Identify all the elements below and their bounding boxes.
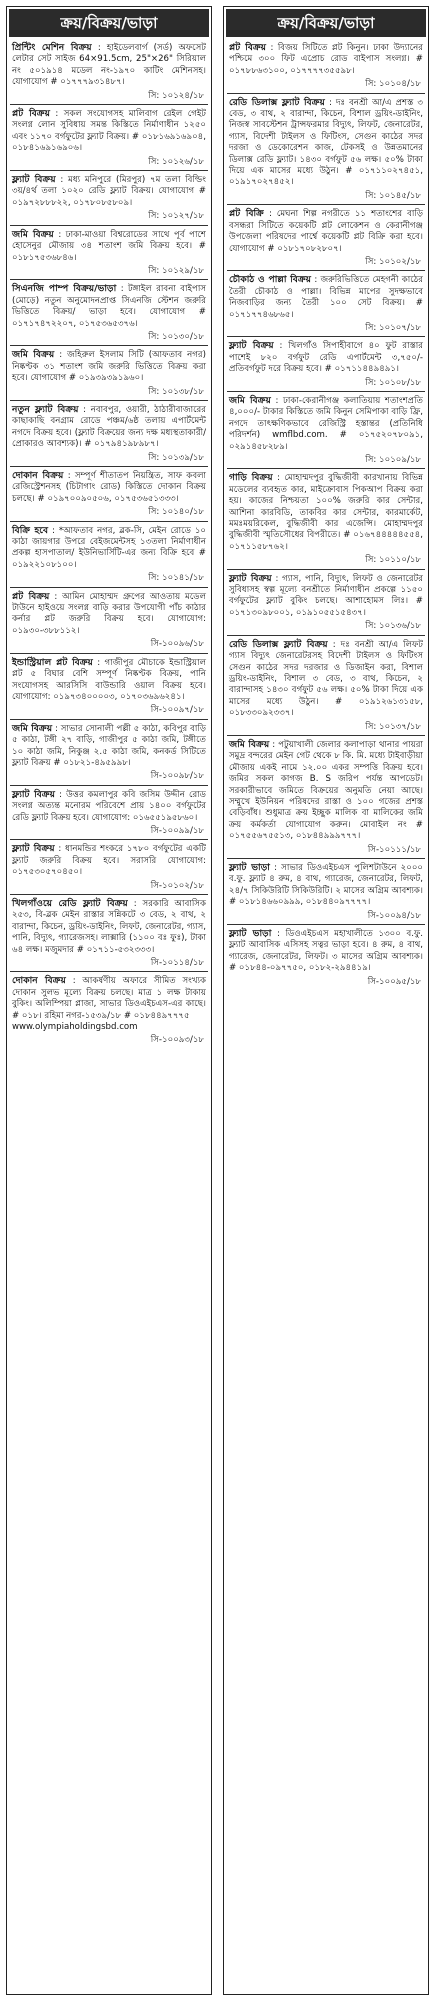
ad-body: : *আফতাব নগর, ব্লক-সি, মেইন রোডে ১০ কাঠা জায়গার উপরে বেইজমেন্টসহ ১৩তলা নির্মাণাধীন প্রকল্প হাসপাতাল/ ইউনিভার্সিটি-এর জন্য বিক্রি হবে # ০১৯২২১০৮১০০। xyxy=(12,525,206,570)
ad-title: খিলগাঁওয়ে রেডি ফ্ল্যাট বিক্রয় xyxy=(12,898,128,909)
ad-body: : ডিওএইচএস মহাখালীতে ১৩০০ ব.ফু. ফ্ল্যাট আবাসিক এসিসহ সত্বর ভাড়া হবে। ৪ রুম, ৪ বাথ, গ্যারেজ, জেনারেটর, লিফট। ৩ মাসের অগ্রিম আবশ্যক। # ০১৮৪৪-০৯৭৭৫০, ০১৮২-২৯৪৪১৯। xyxy=(229,929,423,974)
classified-ad xyxy=(7,972,211,1048)
ad-reference-code: সি: ১০১২৬/১৮ xyxy=(148,156,204,167)
ad-reference-code: সি: ১০১৩৭/১৮ xyxy=(365,721,421,732)
classified-ad xyxy=(7,226,211,280)
classified-ad xyxy=(7,401,211,466)
ad-title: সিএনজি পাম্প বিক্রয়/ভাড়া xyxy=(12,283,117,295)
ad-title: জমি বিক্রয় xyxy=(12,228,54,240)
ad-title: প্লট বিক্রয় xyxy=(12,108,50,120)
ad-body: : পটুয়াখালী জেলার কলাপাড়া থানার পায়রা সমুদ্র বন্দরের মেইন গেট থেকে ৮ কি. মি. মধ্যে টাইবাড়ীয়া মৌজায় একই নামে ১২.০০ একর সম্পত্তি বিক্রয় হবে। জমির সকল কাগজ B. S জরিপ পর্যন্ত আপডেট। সরকারীভাবে জমিতে বিক্রয়ের অনুমতি নেয়া আছে। সম্মুখে ইউনিয়ন পরিষদের রাস্তা ও ১০০ গজের প্রশস্ত বেড়িবাঁধ। শুধুমাত্র ক্রয় ইচ্ছুক মালিক বা মালিকের জমি ক্রয় কর্মকর্তা যোগাযোগ করুন। মোবাইল নং # ০১৭৫৫৬৭৫৫১৩, ০১৮৪৪৯৯৯৭৭৭। xyxy=(229,739,423,842)
classified-ad xyxy=(7,39,211,104)
classified-ad xyxy=(7,654,211,719)
ad-body: : আকর্ষণীয় অফারে সীমিত সংখ্যক দোকান সুলভ মূল্যে বিক্রয় চলছে। মাত্র ১ লক্ষ টাকায় বুকিং। অলিম্পিয়া প্লাজা, সাভার ডিওএইচএস-এর কাছে। # ০১৮। রহিমা নগর-১৫৩৯/১৮ # ০১৮৪৪৯৭৭৭৫ xyxy=(12,976,206,1021)
ad-reference-code: সি-১০০৯৮/১৮ xyxy=(150,771,204,782)
ad-reference-code: সি: ১০১১০/১৮ xyxy=(365,555,421,566)
ad-title: প্লট বিক্রি xyxy=(229,208,264,220)
ad-reference-code: সি: ১০১০৭/১৮ xyxy=(365,322,421,333)
classified-ad xyxy=(7,522,211,587)
ad-body: : আমিন মোহাম্মদ গ্রুপের আওতায় মডেল টাউনে হাইওয়ে সংলগ্ন বাড়ি করার উপযোগী পাঁচ কাঠার কর্নার প্লট জরুরি বিক্রয় হবে। যোগাযোগ: ০১৯৩০-৩৮৮১১২। xyxy=(12,591,206,636)
ad-reference-code: সি: ১০১৪৫/১৮ xyxy=(365,190,421,201)
ad-body: : বিজয় সিটিতে প্লট কিনুন। ঢাকা উদ্যানের পশ্চিমে ৩০০ ফিট এপ্রোচ রোড বাইপাস সংলগ্ন। # ০১৭৮৮৬৩১০০, ০১৭৭৭৭৩৫৫৯৮। xyxy=(229,43,423,76)
ad-title: ইন্ডাস্ট্রিয়াল প্লট বিক্রয় xyxy=(12,656,93,668)
ad-body: : ঢাকা-মাওয়া বিশ্বরোডের সাথে পূর্ব পাশে হোসেনুর মৌজায় ৩৪ শতাংশ জমি বিক্রয় হবে। # ০১৮১৭৫৩৬৮৪৬। xyxy=(12,229,206,263)
ad-reference-code: সি-১০০৯৩/১৮ xyxy=(150,1035,204,1046)
ad-reference-code: সি-১০১০২/১৮ xyxy=(150,880,204,891)
ad-title: ফ্ল্যাট বিক্রয় xyxy=(12,174,56,186)
ad-reference-code: সি-১০০৯৯/১৮ xyxy=(150,825,204,836)
ad-title: দোকান বিক্রয় xyxy=(12,975,66,987)
ad-reference-code: সি: ১০১৩৬/১৮ xyxy=(365,621,421,632)
ad-body: : সরকারি আবাসিক ২৫৩, বি-ব্লক মেইন রাস্তার সন্নিকটে ৩ বেড, ২ বাথ, ২ বারান্দা, কিচেন, ড্রয়িং-ডাইনিং, লিফট, জেনারেটর, গ্যাস, পানি, বিদ্যুৎ, গ্যারেজসহ। লাক্সারি (১১০০ বঃ ফুঃ), টাকা ৬৪ লক্ষ। মজুমদার # ০১৭১১-৫৩২৩৩৩। xyxy=(12,899,206,955)
ad-reference-code: সি: ১০১০২/১৮ xyxy=(365,256,421,267)
right-column xyxy=(223,6,429,1995)
ad-reference-code: সি-১০১১১/১৮ xyxy=(367,844,421,855)
ad-reference-code: সি: ১০১২৪/১৮ xyxy=(148,90,204,101)
ad-title: গাড়ি বিক্রয় xyxy=(229,472,273,484)
classified-ad xyxy=(224,94,428,205)
ad-body: : উত্তর কমলাপুর কবি জসিম উদ্দীন রোড সংলগ্ন অত্যন্ত মনোরম পরিবেশে প্রায় ১৪০০ বর্গফুটের রেডি ফ্ল্যাট বিক্রয় হবে। যোগাযোগ: ০১৬৫৫১৯৫৮৬০। xyxy=(12,789,206,823)
column-header: ক্রয়/বিক্রয়/ভাড়া xyxy=(226,9,426,37)
classified-ad xyxy=(224,39,428,93)
classified-ad xyxy=(7,467,211,521)
classified-ad xyxy=(224,205,428,270)
ad-body: : খিলগাঁও সিপাহীবাগে ৪০ ফুট রাস্তার পাশেই ৮২০ বর্গফুট রেডি এপার্টমেন্ট ৩,৭৫০/- প্রতিবর্গফুট দরে বিক্রয় হবে। # ০১৭১১৪৪৯৪৯১। xyxy=(229,341,423,375)
classified-ad xyxy=(7,346,211,400)
column-header: ক্রয়/বিক্রয়/ভাড়া xyxy=(9,9,209,37)
classified-ad xyxy=(224,736,428,858)
ad-body: : মধ্য মনিপুরে (মিরপুর) ৭ম তলা বিল্ডিং ৩য়/৪র্থ তলা ১০২০ রেডি ফ্ল্যাট বিক্রয়। যোগাযোগ # ০১৯৭২৮৮৮২২, ০১৭৮০৮৫৮০৯। xyxy=(12,175,206,208)
ad-body: : সম্পূর্ণ শীতাতপ নিয়ন্ত্রিত, সাফ কবলা রেজিস্ট্রেশনসহ (চিটাগাং রোড) কিস্তিতে দোকান বিক্রয় চলছে। # ০১৯৭০০৯০৫০৬, ০১৭৫৩৬৫১৩৩৩। xyxy=(12,471,207,504)
classified-ad xyxy=(224,337,428,391)
website-link[interactable]: www.olympiaholdingsbd.com xyxy=(12,1022,138,1033)
ad-reference-code: সি: ১০১০৪/১৮ xyxy=(365,79,421,90)
ad-body: : গাজীপুর মৌচাকে ইন্ডাস্ট্রিয়াল প্লট ৫ বিঘার বেশি সম্পূর্ণ নিষ্কণ্টক বিক্রয়, পানি সংযোগসহ আরসিসি বাউন্ডারি ওয়াল বিক্রয় হবে। যোগাযোগ: ০১৯৭৩৪০০০০৩, ০১৭০৩৬৯৬২৪১। xyxy=(12,657,206,702)
ad-reference-code: সি-১০১১৪/১৮ xyxy=(150,958,204,969)
ad-title: জমি বিক্রয় xyxy=(229,738,270,750)
classified-ad xyxy=(7,840,211,894)
ad-body: : সাভার সোনালী পল্লী ৫ কাঠা, কবিপুর বাড়ি ৫ কাঠা, টঙ্গী ২৭ বাড়ি, গাজীপুর ৫ কাঠা জমি, টঙ্গীতে ১০ কাঠা জমি, নিকুঞ্জ ২.৫ কাঠা জমি, কনকর্ড সিটিতে ফ্ল্যাট বিক্রয় # ০১৮২১-৪৯৫৯৯৮। xyxy=(12,723,206,768)
ad-list xyxy=(224,39,428,990)
ad-body: : মোহাম্মদপুর বুদ্ধিজীবী কারখানায় বিভিন্ন মডেলের ব্যবহৃত কার, মাইক্রোবাস পিকআপ বিক্রয় করা হয়। কাজের নিশ্চয়তা ১০০% জরুরি কার সেন্টার, আশিনা কারবিডি, তাকবির কার সেন্টার, কারমার্কেট, মমঃময়রিকেল, বুদ্ধিজীবী কার এজেন্সি। মোহাম্মদপুর বুদ্ধিজীবী স্মৃতিসৌধের বিপরীতে। # ০১৬৭৪৪৪৪৪৫৫৪, ০১৭১১৫৮৭৬২। xyxy=(229,473,423,552)
ad-body: : সাভার ডিওএইচএস পুলিশটাউনে ২০০০ ব.ফু. ফ্ল্যাট ৪ রুম, ৪ বাথ, গ্যারেজ, জেনারেটর, লিফট, ২৪/৭ সিকিউরিটি সিকিউরিটি। ২ মাসের অগ্রিম আবশ্যক। # ০১৮১৪৬৬০৯৯৯, ০১৮৪৪০৯৭৭৭৭। xyxy=(229,863,424,908)
ad-reference-code: সি: ১০১৪১/১৮ xyxy=(148,573,204,584)
ad-title: ফ্ল্যাট বিক্রয় xyxy=(229,340,274,352)
ad-reference-code: সি: ১০১২৭/১৮ xyxy=(148,211,204,222)
ad-title: বিক্রি হবে xyxy=(12,524,49,536)
ad-title: ফ্ল্যাট বিক্রয় xyxy=(229,572,272,584)
ad-reference-code: সি: ১০১৩৮/১৮ xyxy=(148,386,204,397)
classified-ad xyxy=(224,636,428,735)
ad-body: : মেঘনা শিল্প নগরীতে ১১ শতাংশের বাড়ি বসন্ধরা সিটিতে কয়েকটি প্লট লোকেশন ও কেরানীগঞ্জ উপজেলা পরিষদের পার্শ্বে কয়েকটি প্লট বিক্রি করা হবে। যোগাযোগ # ০১৮১৭০৮২৮০৭। xyxy=(229,209,424,254)
ad-reference-code: সি: ১০১৪০/১৮ xyxy=(148,507,204,518)
classified-ad xyxy=(224,570,428,635)
left-column xyxy=(6,6,212,1995)
ad-body: : টঙ্গাইল রাবনা বাইপাস (মোড়ে) নতুন অনুমোদনপ্রাপ্ত সিএনজি স্টেশন জরুরি ভিত্তিতে বিক্রয়/ ভাড়া হবে। যোগাযোগ # ০১৭১৭৪৭২২০৭, ০১৭৫৩৬৫৩৭৬। xyxy=(12,284,207,329)
ad-body: : দঃ বনশ্রী আ/এ প্রশস্ত ৩ বেড, ৩ বাথ, ২ বারান্দা, কিচেন, বিশাল ড্রয়িং-ডাইনিং, নিজস্ব সাবস্টেশন ট্রান্সফরমার বিদ্যুৎ, লিফট, জেনারেটর, গ্যাস, বিদেশী টাইলস ও ফিটিংস, সেগুন কাঠের সদর দরজা ও ডেকোরেশন কাজ, টেকসই ও উন্নতমানের ডিলাক্স রেডি ফ্ল্যাট। ১৪৩০ বর্গফুট ৫৬ লক্ষ। ৫০% টাকা দিয়ে এক মাসের মধ্যে উঠুন। # ০১৭১১০২৭৪৫১, ০১৯১৭০২৭৪৫২। xyxy=(229,97,423,188)
ad-body: : ধানমন্ডির শংকরে ১৭৮০ বর্গফুটের একটি ফ্ল্যাট জরুরি বিক্রয় হবে। সরাসরি যোগাযোগ: ০১৭৫৩০৫৭০৪৫০। xyxy=(12,844,206,878)
ad-body: : ঢাকা-কেরানীগঞ্জ কলাতিয়ায় শতাংশপ্রতি ৪,০০০/- টাকার কিস্তিতে জমি কিনুন সেমিপাকা বাড়ি ফ্রি, নগদে তাৎক্ষণিকভাবে রেজিস্ট্রি হস্তান্তর (প্রতিনিধি পরিদর্শন) wmflbd.com. # ০১৭৫২০৭৮০৯১, ০২৯১৪৫৮২৮৯। xyxy=(229,395,423,452)
ad-reference-code: সি-১০০৯৬/১৮ xyxy=(150,639,204,650)
classified-ad xyxy=(7,588,211,653)
ad-title: নতুন ফ্ল্যাট বিক্রয় xyxy=(12,403,79,415)
ad-title: জমি বিক্রয় xyxy=(229,394,271,406)
ad-reference-code: সি-১০০৯৪/১৮ xyxy=(367,910,421,921)
ad-reference-code: সি: ১০১৩৯/১৮ xyxy=(148,452,204,463)
ad-reference-code: সি: ১০১৩০/১৮ xyxy=(148,331,204,342)
classified-ad xyxy=(224,271,428,336)
classified-ad xyxy=(7,786,211,840)
ad-body: : গ্যাস, পানি, বিদ্যুৎ, লিফট ও জেনারেটর সুবিধাসহ স্বল্প মূল্যে বনশ্রীতে নির্মাণাধীন প্রকল্পে ১১৫০ বর্গফুটের ফ্ল্যাট বুকিং চলছে। আশাহোমস লিঃ। # ০১৭১৩০৯৮০০১, ০১৯১০৫৫১৫৪৩৭। xyxy=(229,573,423,618)
ad-title: ফ্ল্যাট ভাড়া xyxy=(229,862,270,873)
ad-reference-code: সি: ১০১০৮/১৮ xyxy=(365,377,421,388)
ad-title: জমি বিক্রয় xyxy=(12,722,53,734)
ad-reference-code: সি: ১০১২৯/১৮ xyxy=(148,265,204,276)
ad-title: ফ্ল্যাট বিক্রয় xyxy=(12,788,55,800)
ad-title: দোকান বিক্রয় xyxy=(12,470,64,481)
ad-title: প্লট বিক্রয় xyxy=(12,590,50,602)
ad-body: : দঃ বনশ্রী আ/এ লিফট গ্যাস বিদ্যুৎ জেনারেটরসহ বিদেশী টাইলস ও ফিটিংস সেগুন কাঠের সদর দরজার ও ডিজাইন করা, বিশাল ড্রয়িং-ডাইনিং, বিশাল ৩ বেড, ৩ বাথ, কিচেন, ২ বারান্দাসহ ১৪৩০ বর্গফুট ৫৬ লক্ষ। ৫০% টাকা দিয়ে এক মাসের মধ্যে উঠুন। # ০১৯১২৬১৩১৫৮, ০১৮৩৩০৯২৩৩৭। xyxy=(229,639,423,719)
ad-body: : জহিরুল ইসলাম সিটি (আফতাব নগর) নিষ্কণ্টক ৩১ শতাংশ জমি জরুরি ভিত্তিতে বিক্রয় করা হবে। যোগাযোগ # ০১৯৩৯৩৯১৯৬০। xyxy=(12,350,206,384)
classified-ad xyxy=(7,171,211,225)
ad-title: ফ্ল্যাট ভাড়া xyxy=(229,928,272,940)
ad-reference-code: সি-১০০৯৫/১৮ xyxy=(367,976,421,987)
ad-body: : জরুরিভিত্তিতে মেহগনী কাঠের তৈরী চৌকাঠ ও পাল্লা। বিভিন্ন মাপের সুদক্ষভাবে নিজবাড়ির জন্য তৈরী ১০০ সেট বিক্রয়। # ০১৭১৭৭৪৬৮৬৫। xyxy=(229,275,423,320)
ad-title: রেডি ডিলাক্স ফ্ল্যাট বিক্রয় xyxy=(229,638,328,650)
classified-ad xyxy=(7,895,211,971)
ad-title: প্রিন্টিং মেশিন বিক্রয় xyxy=(12,42,92,53)
classified-ad xyxy=(224,925,428,990)
ad-body: : নবাবপুর, ওয়ারী, ঠাঠারীবাজারের কাছাকাছি বনগ্রাম রোডে পঞ্চম/৬ষ্ঠ তলায় এপার্টমেন্ট নগদে বিক্রয় হবে। (ফ্ল্যাট বিক্রয়ের জন্য দক্ষ মধ্যস্থতাকারী/প্রোকারও আবশ্যক)। # ০১৭৯৪১৯৮৯৮৭। xyxy=(12,404,206,450)
classified-ad xyxy=(224,469,428,568)
classified-ad xyxy=(7,720,211,785)
classified-ad xyxy=(224,392,428,468)
ad-title: রেডি ডিলাক্স ফ্ল্যাট বিক্রয় xyxy=(229,96,325,108)
classified-ad xyxy=(7,280,211,345)
ad-reference-code: সি-১০০৯৭/১৮ xyxy=(150,705,204,716)
ad-body: : হাইডেলবার্গ (সর্ড) অফসেট লেটার সেট সাইজ 64×91.5cm, 25"×26" সিরিয়াল নং ৫০১৯১৪ মডেল নং-১৯৭০ কাটিং মেশিনসহ। যোগাযোগ # ০১৭৭৭৯৩১৪৮৭। xyxy=(12,43,206,88)
ad-body: : সকল সংযোগসহ মালিবাগ রেইল গেইট সংলগ্ন লোন সুবিধায় সমন্ত কিস্তিতে নির্মাণাধীন ১২৫০ এবং ১১৭০ বর্গফুটের ফ্ল্যাট বিক্রয়। # ০১৮১৬৯১৬৯০৪, ০১৮৪১৬৯১৬৯০৬। xyxy=(12,109,206,154)
ad-title: চৌকাঠ ও পাল্লা বিক্রয় xyxy=(229,274,312,286)
ad-title: প্লট বিক্রয় xyxy=(229,42,267,53)
classified-ad xyxy=(224,859,428,924)
classified-ad xyxy=(7,105,211,170)
ad-reference-code: সি: ১০১০৯/১৮ xyxy=(365,455,421,465)
ad-title: জমি বিক্রয় xyxy=(12,349,55,361)
ad-list xyxy=(7,39,211,1049)
ad-title: ফ্ল্যাট বিক্রয় xyxy=(12,843,55,855)
